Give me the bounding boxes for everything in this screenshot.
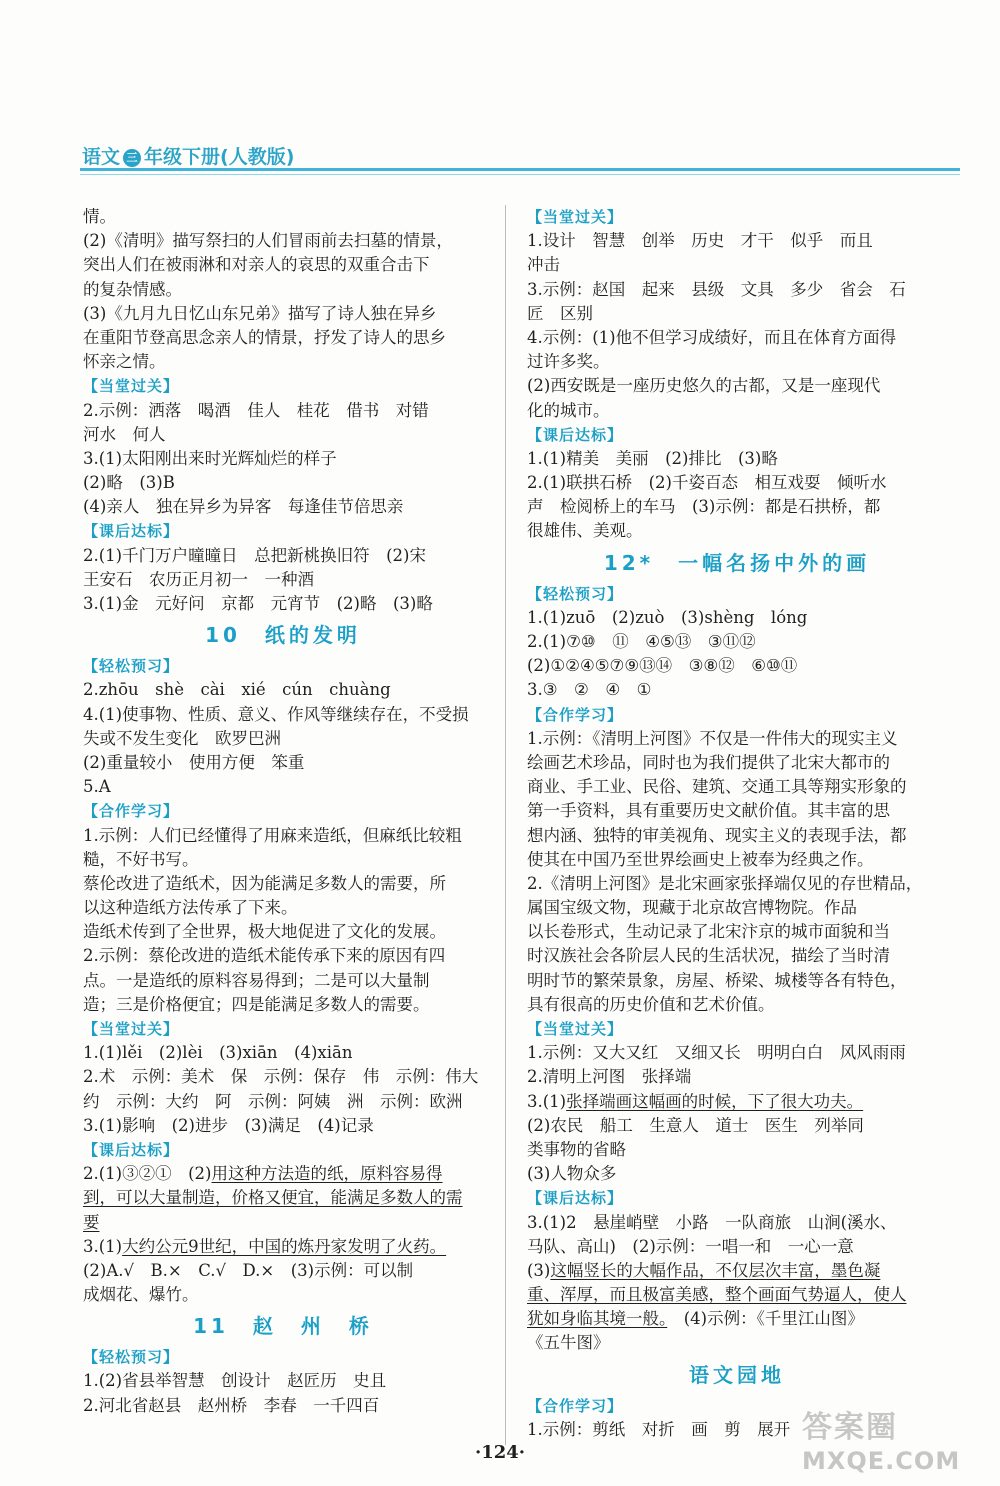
section-label: 【当堂过关】 [83, 1020, 180, 1038]
section-label-row [83, 1017, 483, 1041]
book-title [82, 142, 294, 169]
underlined-answer: 重、浑厚，而且极富美感，整个画面气势逼人，使人 [527, 1285, 907, 1305]
answer-line: 具有很高的历史价值和艺术价值。 [527, 994, 775, 1014]
answer-line [83, 1235, 483, 1259]
column-divider [505, 205, 506, 1445]
section-label-row [83, 1345, 483, 1369]
answer-line: 2.河北省赵县 赵州桥 李春 一千四百 [83, 1395, 380, 1415]
underlined-answer: 张择端画这幅画的时候，下了很大功夫。 [566, 1091, 864, 1111]
answer-line: 2.zhōu shè cài xié cún chuàng [83, 680, 391, 700]
answer-line: 冲击 [527, 255, 560, 275]
answer-line: 突出人们在被雨淋和对亲人的哀思的双重合击下 [83, 255, 430, 275]
answer-line: 河水 何人 [83, 424, 166, 444]
section-label: 【合作学习】 [83, 802, 180, 821]
answer-line: 3.③ ② ④ ① [527, 680, 652, 700]
answer-line: 以这种造纸方法传承了下来。 [83, 898, 298, 918]
answer-line: (3)人物众多 [527, 1164, 617, 1184]
watermark-logo [802, 1410, 972, 1480]
right-column [527, 205, 947, 1442]
section-label: 【合作学习】 [527, 1396, 624, 1415]
answer-line: 1.示例：《清明上河图》不仅是一件伟大的现实主义 [527, 728, 898, 748]
header-rule [80, 168, 960, 171]
answer-line: 3.(1)2 悬崖峭壁 小路 一队商旅 山涧(溪水、 [527, 1212, 897, 1232]
underlined-answer: 到，可以大量制造，价格又便宜，能满足多数人的需 [83, 1188, 463, 1208]
answer-line [83, 1186, 483, 1210]
section-label-row [527, 703, 947, 727]
answer-line: 5.A [83, 777, 111, 797]
answer-line: 3.(1)影响 (2)进步 (3)满足 (4)记录 [83, 1115, 374, 1135]
answer-line: 绘画艺术珍品，同时也为我们提供了北宋大都市的 [527, 752, 890, 772]
answer-line: 王安石 农历正月初一 一种酒 [83, 569, 314, 589]
answer-line: (2)西安既是一座历史悠久的古都，又是一座现代 [527, 376, 881, 396]
section-label-row [83, 654, 483, 678]
answer-line: (2)A.√ B.× C.√ D.× (3)示例：可以制 [83, 1260, 414, 1280]
watermark-text: 答案圈 [802, 1410, 898, 1445]
answer-line: 1.示例：剪纸 对折 画 剪 展开 [527, 1419, 791, 1439]
section-label-row [83, 519, 483, 543]
section-label-row [527, 423, 947, 447]
section-label-row [83, 1138, 483, 1162]
answer-line: 1.(1)zuō (2)zuò (3)shèng lóng [527, 607, 808, 627]
answer-line: 2.《清明上河图》是北宋画家张择端仅见的存世精品， [527, 873, 923, 893]
lesson-title: 语文园地 [689, 1362, 785, 1387]
answer-prefix: 3.(1) [83, 1236, 123, 1256]
answer-line: 化的城市。 [527, 400, 610, 420]
page-number: ·124· [474, 1442, 526, 1463]
answer-line: 的复杂情感。 [83, 279, 182, 299]
answer-line: (2)略 (3)B [83, 473, 175, 493]
answer-line: 类事物的省略 [527, 1139, 626, 1159]
answer-line: 明时节的繁荣景象，房屋、桥梁、城楼等各有特色， [527, 970, 907, 990]
lesson-title: 10 纸的发明 [205, 623, 361, 648]
answer-line: 4.示例：(1)他不但学习成绩好，而且在体育方面得 [527, 327, 897, 347]
subject-label: 语文 [82, 146, 121, 168]
section-label-row [527, 582, 947, 606]
answer-line: 点。一是造纸的原料容易得到；二是可以大量制 [83, 970, 430, 990]
answer-line: 3.(1)金 元好问 京都 元宵节 (2)略 (3)略 [83, 594, 433, 613]
answer-line: 1.(1)lěi (2)lèi (3)xiān (4)xiān [83, 1043, 353, 1063]
underlined-answer: 要 [83, 1212, 100, 1232]
section-label-row [83, 799, 483, 823]
section-label: 【轻松预习】 [83, 1348, 180, 1367]
answer-line: 情。 [83, 207, 116, 226]
answer-line: (2)农民 船工 生意人 道士 医生 列举同 [527, 1115, 864, 1135]
underlined-answer: 犹如身临其境一般。 [527, 1309, 668, 1329]
answer-line: 约 示例：大约 阿 示例：阿姨 洲 示例：欧洲 [83, 1091, 463, 1111]
answer-line: 造纸术传到了全世界，极大地促进了文化的发展。 [83, 922, 446, 942]
underlined-answer: 用这种方法造的纸，原料容易得 [211, 1164, 443, 1184]
answer-line: (2)重量较小 使用方便 笨重 [83, 752, 305, 772]
answer-line: 失或不发生变化 欧罗巴洲 [83, 728, 281, 748]
left-column [83, 205, 483, 1418]
answer-line: 2.(1)千门万户曈曈日 总把新桃换旧符 (2)宋 [83, 545, 426, 565]
underlined-answer: 这幅竖长的大幅作品，不仅层次丰富，墨色凝 [550, 1260, 881, 1280]
answer-line: 《五牛图》 [527, 1333, 610, 1353]
answer-line [527, 1259, 947, 1283]
section-label-row [527, 1017, 947, 1041]
section-label: 【当堂过关】 [527, 208, 624, 226]
answer-line [527, 1283, 947, 1307]
answer-line: 想内涵、独特的审美视角、现实主义的表现手法，都 [527, 825, 907, 845]
answer-line: 2.示例：蔡伦改进的造纸术能传承下来的原因有四 [83, 946, 446, 966]
answer-suffix: (4)示例：《千里江山图》 [667, 1309, 864, 1329]
answer-line: 2.术 示例：美术 保 示例：保存 伟 示例：伟大 [83, 1067, 479, 1087]
header-rule-thin [80, 174, 960, 175]
lesson-title: 11 赵 州 桥 [193, 1314, 373, 1339]
answer-line: 使其在中国乃至世界绘画史上被奉为经典之作。 [527, 849, 874, 869]
answer-line: 2.示例：洒落 喝酒 佳人 桂花 借书 对错 [83, 400, 429, 420]
answer-line: 1.(1)精美 美丽 (2)排比 (3)略 [527, 448, 778, 468]
answer-line: 2.(1)⑦⑩ ⑪ ④⑤⑬ ③⑪⑫ [527, 632, 756, 651]
answer-line: 声 检阅桥上的车马 (3)示例：都是石拱桥，都 [527, 497, 881, 517]
section-label: 【课后达标】 [527, 1189, 624, 1208]
page-header [80, 140, 960, 180]
answer-line: 很雄伟、美观。 [527, 521, 643, 541]
answer-line: 3.示例：赵国 起来 县级 文具 多少 省会 石 [527, 279, 906, 299]
answer-prefix: 2.(1)③②① (2) [83, 1164, 212, 1184]
underlined-answer: 大约公元9世纪，中国的炼丹家发明了火药。 [122, 1236, 447, 1256]
book-subtitle: 年级下册(人教版) [144, 146, 295, 168]
answer-line: 在重阳节登高思念亲人的情景，抒发了诗人的思乡 [83, 327, 446, 347]
answer-line: 成烟花、爆竹。 [83, 1285, 199, 1305]
answer-line: 3.(1)太阳刚出来时光辉灿烂的样子 [83, 448, 337, 468]
answer-line: 造；三是价格便宜；四是能满足多数人的需要。 [83, 994, 430, 1014]
section-label: 【课后达标】 [83, 1140, 180, 1159]
answer-line: 马队、高山) (2)示例：一唱一和 一心一意 [527, 1236, 854, 1256]
answer-line [527, 1307, 947, 1331]
section-label-row [83, 374, 483, 398]
answer-line: 2.清明上河图 张择端 [527, 1067, 692, 1087]
answer-line: 怀亲之情。 [83, 352, 166, 372]
answer-line: 4.(1)使事物、性质、意义、作风等继续存在，不受损 [83, 704, 469, 724]
section-label: 【课后达标】 [527, 425, 624, 444]
section-label-row [527, 205, 947, 229]
grade-badge: 三 [123, 149, 141, 167]
answer-line: 过许多奖。 [527, 352, 610, 372]
answer-line [83, 1211, 483, 1235]
section-label: 【合作学习】 [527, 705, 624, 724]
answer-line: 2.(1)联拱石桥 (2)千姿百态 相互戏耍 倾听水 [527, 473, 887, 493]
section-label: 【课后达标】 [83, 522, 180, 541]
answer-line: 1.(2)省县举智慧 创设计 赵匠历 史且 [83, 1371, 387, 1391]
answer-line: (2)①②④⑤⑦⑨⑬⑭ ③⑧⑫ ⑥⑩⑪ [527, 656, 798, 676]
section-label: 【当堂过关】 [83, 377, 180, 396]
section-label: 【轻松预习】 [527, 584, 624, 603]
answer-prefix: (3) [527, 1260, 551, 1280]
answer-line: 蔡伦改进了造纸术，因为能满足多数人的需要，所 [83, 873, 446, 893]
lesson-title: 12* 一幅名扬中外的画 [603, 550, 871, 575]
answer-line: 匠 区别 [527, 303, 593, 323]
answer-line [83, 1162, 483, 1186]
answer-line: (4)亲人 独在异乡为异客 每逢佳节倍思亲 [83, 497, 404, 517]
watermark-url: MXQE.COM [802, 1447, 961, 1475]
answer-line: 第一手资料，具有重要历史文献价值。其丰富的思 [527, 801, 890, 821]
answer-line: 商业、手工业、民俗、建筑、交通工具等翔实形象的 [527, 777, 907, 797]
answer-line: 时汉族社会各阶层人民的生活状况，描绘了当时清 [527, 946, 890, 966]
answer-prefix: 3.(1) [527, 1091, 567, 1111]
answer-line: (2)《清明》描写祭扫的人们冒雨前去扫墓的情景， [83, 231, 453, 251]
answer-line: 1.示例：人们已经懂得了用麻来造纸，但麻纸比较粗 [83, 825, 462, 845]
answer-line: 糙，不好书写。 [83, 849, 199, 869]
answer-line: 1.设计 智慧 创举 历史 才干 似乎 而且 [527, 231, 873, 251]
answer-line [527, 1090, 947, 1114]
section-label: 【当堂过关】 [527, 1020, 624, 1038]
answer-line: 以长卷形式，生动记录了北宋汴京的城市面貌和当 [527, 922, 890, 942]
section-label-row [527, 1186, 947, 1210]
section-label: 【轻松预习】 [83, 657, 180, 676]
answer-line: (3)《九月九日忆山东兄弟》描写了诗人独在异乡 [83, 303, 437, 323]
answer-line: 1.示例：又大又红 又细又长 明明白白 风风雨雨 [527, 1043, 906, 1063]
answer-line: 属国宝级文物，现藏于北京故宫博物院。作品 [527, 898, 857, 918]
